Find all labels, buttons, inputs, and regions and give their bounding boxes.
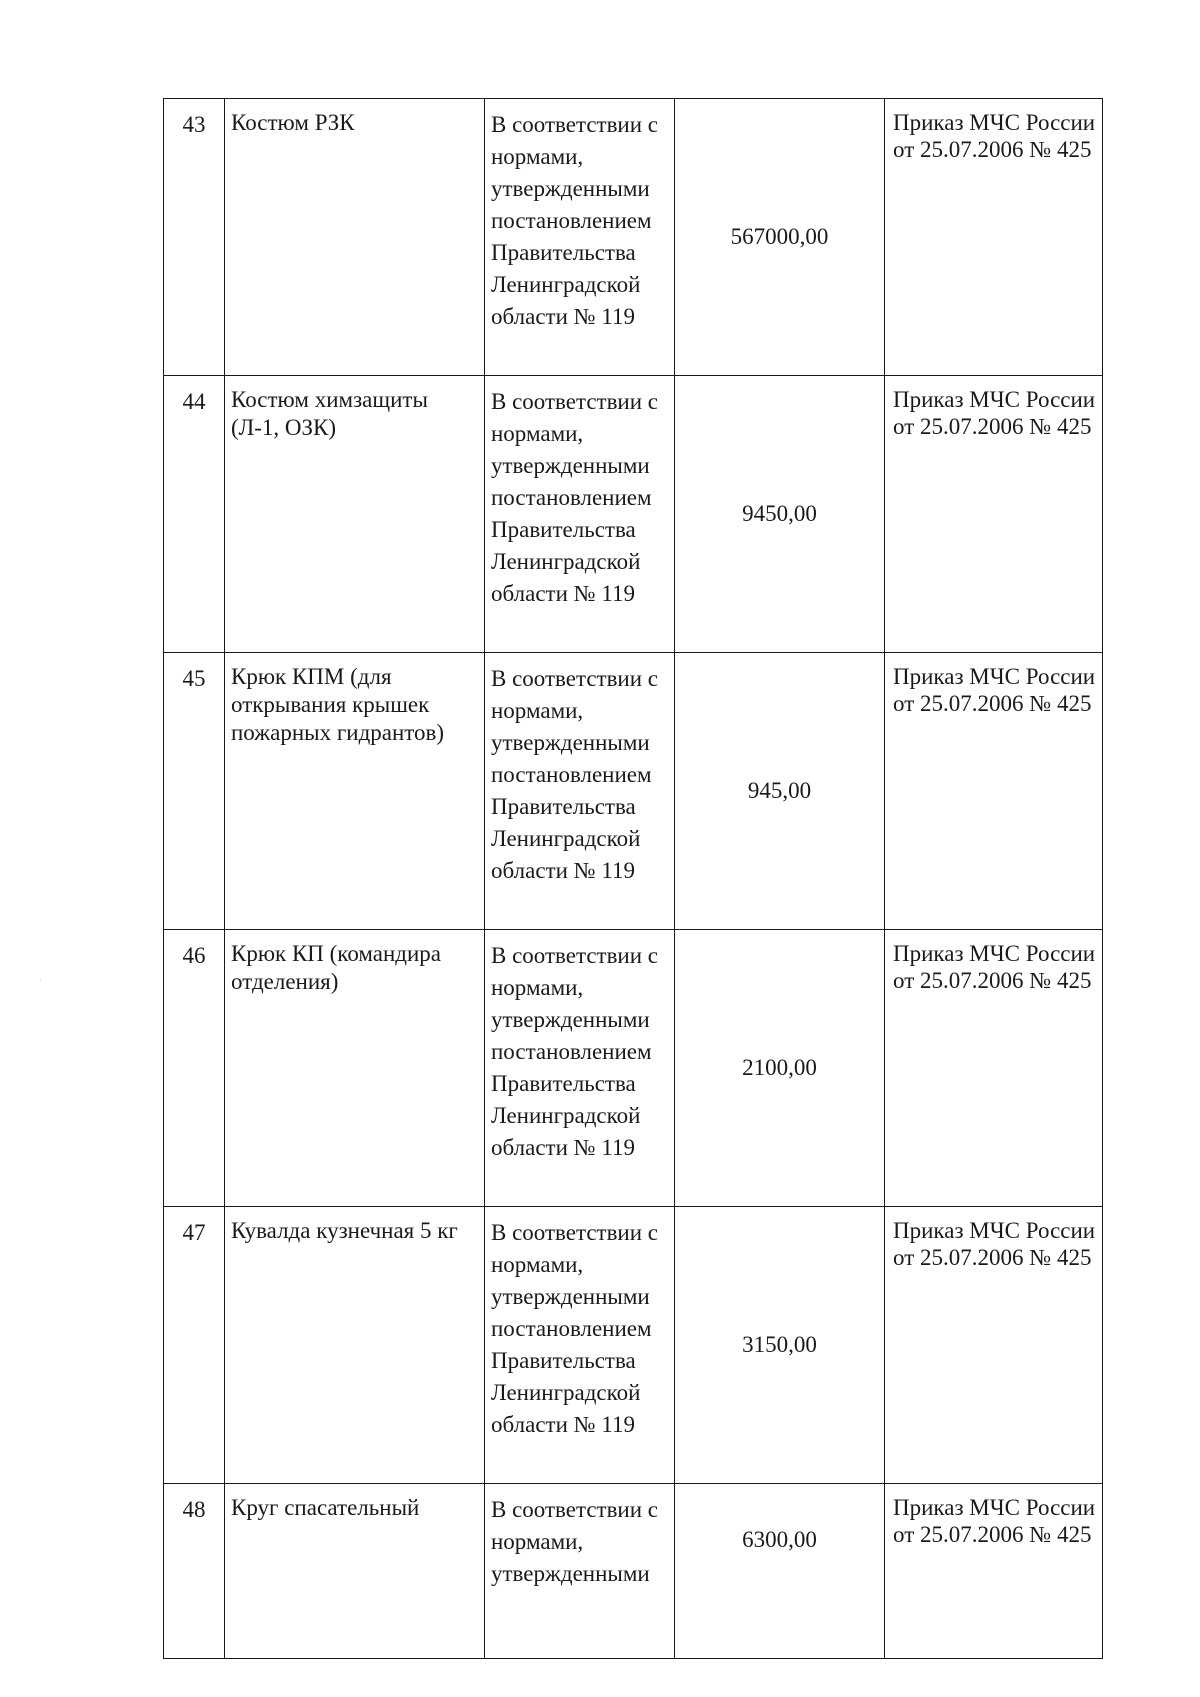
regulation-reference: Приказ МЧС России от 25.07.2006 № 425: [885, 653, 1103, 930]
item-price: 3150,00: [675, 1207, 885, 1484]
regulation-reference: Приказ МЧС России от 25.07.2006 № 425: [885, 1207, 1103, 1484]
table-row: [164, 376, 1103, 653]
row-number: 43: [164, 99, 225, 376]
norm-basis: В соответствии с нормами, утвержденными постановлением Правительства Ленинградской области № 119: [485, 930, 675, 1207]
item-name: Костюм РЗК: [225, 99, 485, 376]
item-name: Кувалда кузнечная 5 кг: [225, 1207, 485, 1484]
table-row: [164, 653, 1103, 930]
norm-basis: В соответствии с нормами, утвержденными постановлением Правительства Ленинградской области № 119: [485, 376, 675, 653]
scan-speck: [40, 980, 41, 981]
norm-basis: В соответствии с нормами, утвержденными постановлением Правительства Ленинградской области № 119: [485, 653, 675, 930]
item-name: Костюм химзащиты (Л-1, ОЗК): [225, 376, 485, 653]
regulation-reference: Приказ МЧС России от 25.07.2006 № 425: [885, 1484, 1103, 1659]
row-number: 44: [164, 376, 225, 653]
norm-basis: В соответствии с нормами, утвержденными постановлением Правительства Ленинградской области № 119: [485, 1207, 675, 1484]
item-name: Крюк КП (командира отделения): [225, 930, 485, 1207]
norm-basis: В соответствии с нормами, утвержденными: [485, 1484, 675, 1659]
table-row: [164, 1484, 1103, 1659]
item-price: 567000,00: [675, 99, 885, 376]
equipment-price-table: [163, 98, 1103, 1659]
item-name: Круг спасательный: [225, 1484, 485, 1659]
regulation-reference: Приказ МЧС России от 25.07.2006 № 425: [885, 930, 1103, 1207]
table-row: [164, 99, 1103, 376]
regulation-reference: Приказ МЧС России от 25.07.2006 № 425: [885, 99, 1103, 376]
item-price: 2100,00: [675, 930, 885, 1207]
item-price: 6300,00: [675, 1484, 885, 1659]
row-number: 48: [164, 1484, 225, 1659]
norm-basis: В соответствии с нормами, утвержденными постановлением Правительства Ленинградской области № 119: [485, 99, 675, 376]
row-number: 47: [164, 1207, 225, 1484]
table-row: [164, 1207, 1103, 1484]
table-row: [164, 930, 1103, 1207]
row-number: 46: [164, 930, 225, 1207]
regulation-reference: Приказ МЧС России от 25.07.2006 № 425: [885, 376, 1103, 653]
row-number: 45: [164, 653, 225, 930]
item-price: 9450,00: [675, 376, 885, 653]
item-price: 945,00: [675, 653, 885, 930]
item-name: Крюк КПМ (для открывания крышек пожарных гидрантов): [225, 653, 485, 930]
